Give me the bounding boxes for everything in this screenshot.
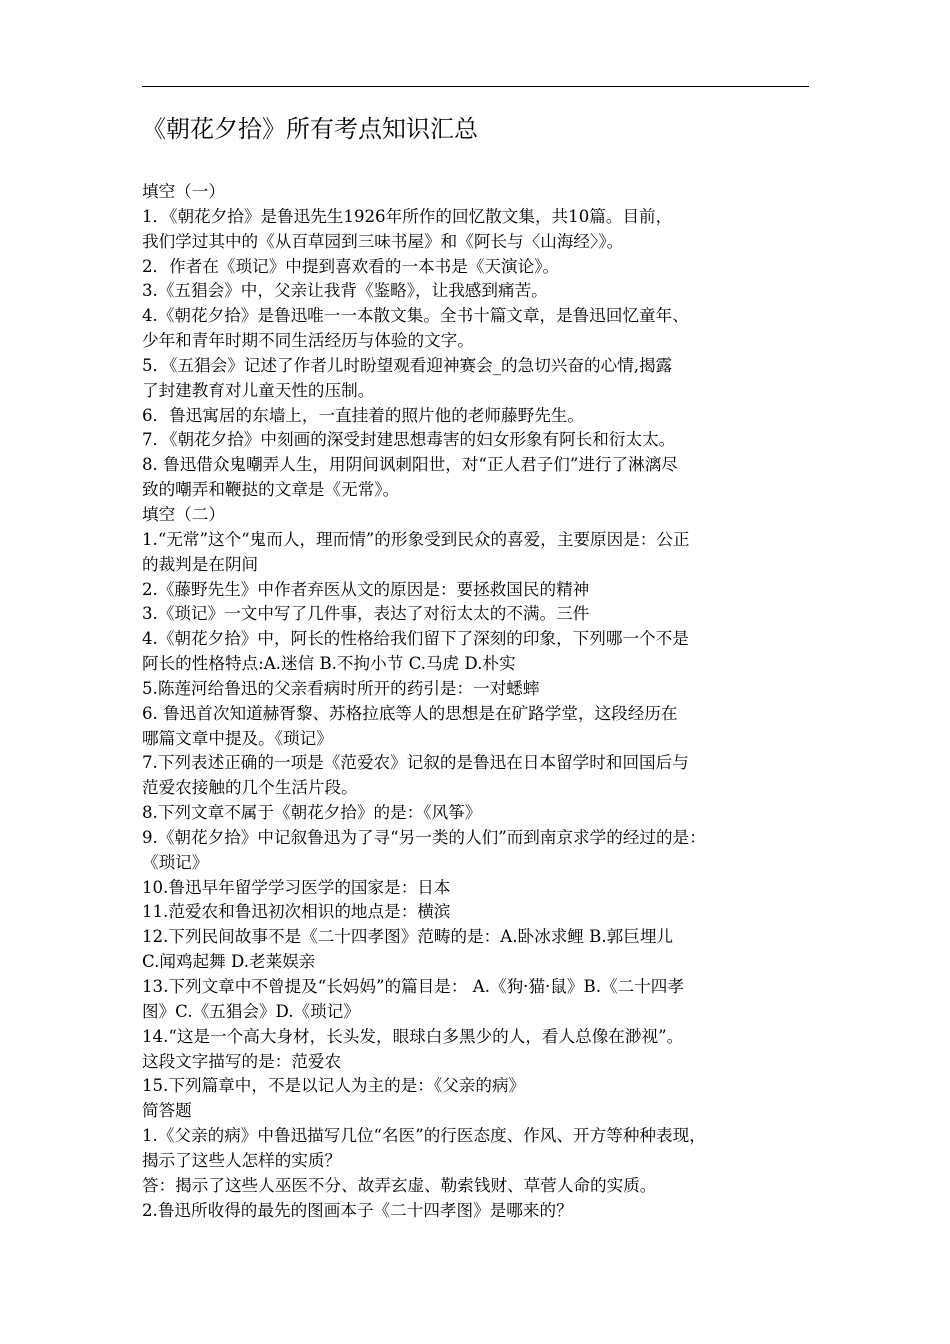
text-line: 2．作者在《琐记》中提到喜欢看的一本书是《天演论》。 <box>142 256 560 276</box>
document-body <box>142 180 809 1223</box>
text-line: 哪篇文章中提及。《琐记》 <box>142 728 333 748</box>
text-line: 填空（二） <box>142 504 225 524</box>
text-line: 15.下列篇章中，不是以记人为主的是：《父亲的病》 <box>142 1076 526 1096</box>
text-line: C.闻鸡起舞 D.老莱娱亲 <box>142 952 316 972</box>
text-line: 4.《朝花夕拾》中，阿长的性格给我们留下了深刻的印象，下列哪一个不是 <box>142 629 689 649</box>
text-line: 范爱农接触的几个生活片段。 <box>142 778 358 798</box>
text-line: 的裁判是在阴间 <box>142 554 259 574</box>
text-line: 图》C.《五猖会》D.《琐记》 <box>142 1001 360 1021</box>
text-line: 答：揭示了这些人巫医不分、故弄玄虚、勒索钱财、草菅人命的实质。 <box>142 1175 657 1195</box>
text-line: 3.《琐记》一文中写了几件事，表达了对衍太太的不满。三件 <box>142 604 590 624</box>
text-line: 13.下列文章中不曾提及“长妈妈”的篇目是： A.《狗·猫·鼠》B.《二十四孝 <box>142 977 684 996</box>
text-line: 2.《藤野先生》中作者弃医从文的原因是：要拯救国民的精神 <box>142 579 590 599</box>
text-line: 12.下列民间故事不是《二十四孝图》范畴的是：A.卧冰求鲤 B.郭巨埋儿 <box>142 927 674 947</box>
text-line: 这段文字描写的是：范爱农 <box>142 1051 342 1071</box>
text-line: 5．《五猖会》记述了作者儿时盼望观看迎神赛会_的急切兴奋的心情,揭露 <box>142 355 673 375</box>
text-line: 1．《朝花夕拾》是鲁迅先生1926年所作的回忆散文集，共10篇。目前， <box>142 206 673 226</box>
text-line: 《琐记》 <box>142 852 209 872</box>
text-line: 阿长的性格特点:A.迷信 B.不拘小节 C.马虎 D.朴实 <box>142 654 516 674</box>
text-line: 4.《朝花夕拾》是鲁迅唯一一本散文集。全书十篇文章，是鲁迅回忆童年、 <box>142 306 689 326</box>
text-line: 1.“无常”这个“鬼而人，理而情”的形象受到民众的喜爱，主要原因是：公正 <box>142 529 690 549</box>
text-line: 填空（一） <box>142 182 225 201</box>
text-line: 7．《朝花夕拾》中刻画的深受封建思想毒害的妇女形象有阿长和衍太太。 <box>142 430 676 450</box>
text-line: 8.下列文章不属于《朝花夕拾》的是：《风筝》 <box>142 803 482 823</box>
text-line: 我们学过其中的《从百草园到三味书屋》和《阿长与〈山海经〉》。 <box>142 231 624 251</box>
text-line: 5.陈莲河给鲁迅的父亲看病时所开的药引是：一对蟋蟀 <box>142 678 540 698</box>
text-line: 11.范爱农和鲁迅初次相识的地点是：横滨 <box>142 902 451 922</box>
text-line: 10.鲁迅早年留学学习医学的国家是：日本 <box>142 877 451 897</box>
document-title: 《朝花夕拾》所有考点知识汇总 <box>142 115 478 143</box>
text-line: 6. 鲁迅首次知道赫胥黎、苏格拉底等人的思想是在矿路学堂，这段经历在 <box>142 703 678 723</box>
text-line: 了封建教育对儿童天性的压制。 <box>142 380 375 400</box>
top-rule <box>142 86 809 87</box>
text-line: 14.“这是一个高大身材，长头发，眼球白多黑少的人，看人总像在渺视”。 <box>142 1026 684 1046</box>
text-line: 简答题 <box>142 1101 192 1121</box>
text-line: 6．鲁迅寓居的东墙上，一直挂着的照片他的老师藤野先生。 <box>142 405 584 425</box>
text-line: 9.《朝花夕拾》中记叙鲁迅为了寻“另一类的人们”而到南京求学的经过的是： <box>142 827 706 847</box>
text-line: 8. 鲁迅借众鬼嘲弄人生，用阴间讽刺阳世，对“正人君子们”进行了淋漓尽 <box>142 455 678 475</box>
text-line: 7.下列表述正确的一项是《范爱农》记叙的是鲁迅在日本留学时和回国后与 <box>142 753 689 773</box>
text-line: 2.鲁迅所收得的最先的图画本子《二十四孝图》是哪来的？ <box>142 1200 573 1220</box>
text-line: 揭示了这些人怎样的实质？ <box>142 1150 342 1170</box>
text-line: 3.《五猖会》中，父亲让我背《鉴略》，让我感到痛苦。 <box>142 281 548 301</box>
text-line: 1.《父亲的病》中鲁迅描写几位“名医”的行医态度、作风、开方等种种表现， <box>142 1126 706 1146</box>
text-line: 致的嘲弄和鞭挞的文章是《无常》。 <box>142 480 400 500</box>
text-line: 少年和青年时期不同生活经历与体验的文字。 <box>142 331 474 351</box>
